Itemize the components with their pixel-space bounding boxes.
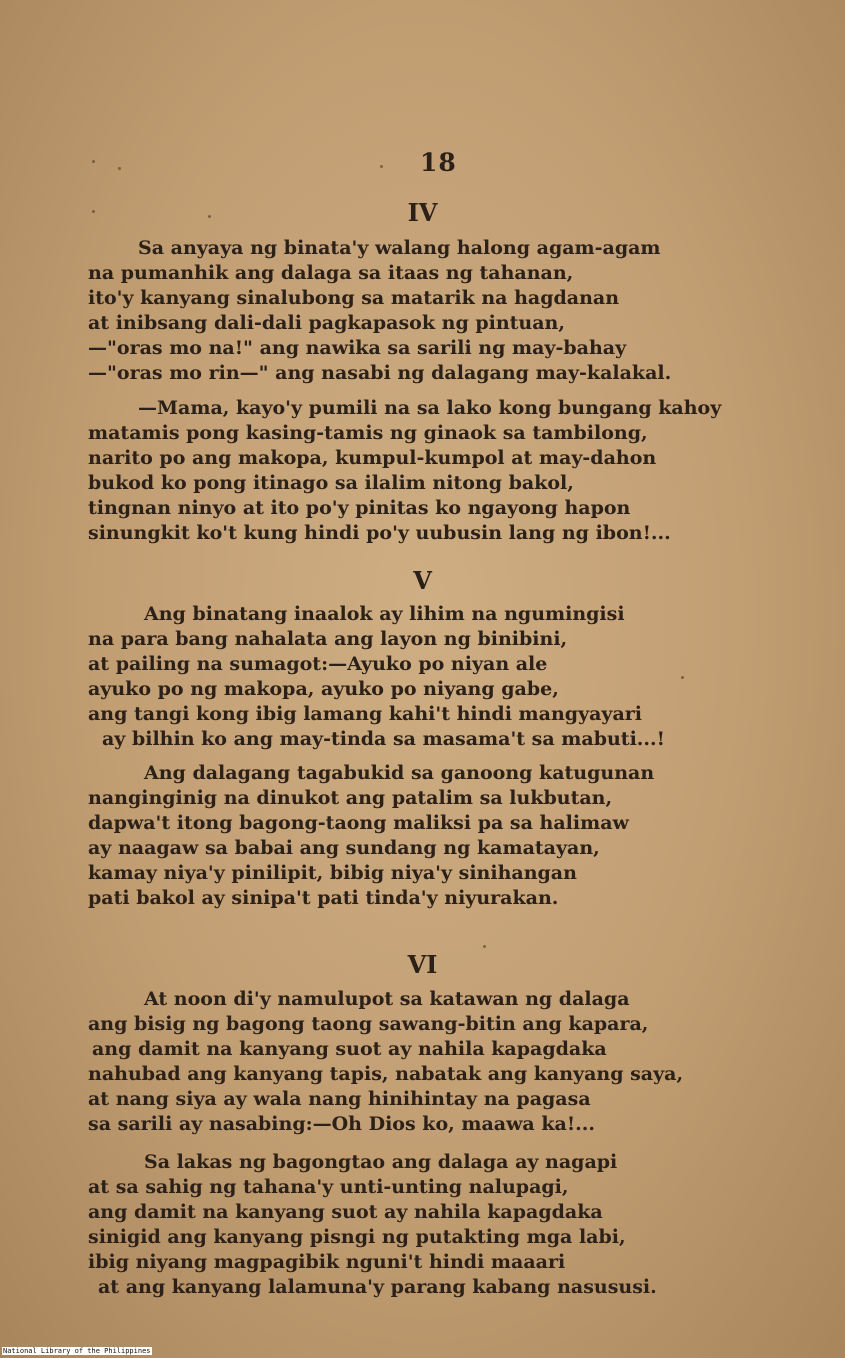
verse-line: Ang dalagang tagabukid sa ganoong katugunan (144, 762, 655, 784)
verse-line: ang damit na kanyang suot ay nahila kapagdaka (88, 1201, 603, 1223)
verse-line: at inibsang dali-dali pagkapasok ng pintuan, (88, 312, 565, 334)
stanza (88, 396, 721, 546)
page-speck (681, 676, 684, 679)
verse-line: sinungkit ko't kung hindi po'y uubusin lang ng ibon!... (88, 522, 671, 544)
verse-line: dapwa't itong bagong-taong maliksi pa sa halimaw (88, 812, 629, 834)
verse-line: ang bisig ng bagong taong sawang-bitin ang kapara, (88, 1013, 649, 1035)
verse-line: —"oras mo na!" ang nawika sa sarili ng may-bahay (88, 337, 627, 359)
verse-line: tingnan ninyo at ito po'y pinitas ko ngayong hapon (88, 497, 631, 519)
stanza (88, 761, 654, 911)
page-speck (483, 945, 486, 948)
section-heading-iv: IV (407, 198, 438, 227)
verse-line: sinigid ang kanyang pisngi ng putakting mga labi, (88, 1226, 626, 1248)
verse-line: Sa lakas ng bagongtao ang dalaga ay nagapi (144, 1151, 618, 1173)
verse-line: ang tangi kong ibig lamang kahi't hindi mangyayari (88, 703, 642, 725)
stanza (88, 236, 671, 386)
verse-line: at nang siya ay wala nang hinihintay na pagasa (88, 1088, 591, 1110)
verse-line: ibig niyang magpagibik nguni't hindi maaari (88, 1251, 566, 1273)
verse-line: ay bilhin ko ang may-tinda sa masama't sa mabuti...! (102, 728, 665, 750)
verse-line: matamis pong kasing-tamis ng ginaok sa tambilong, (88, 422, 648, 444)
verse-line: nahubad ang kanyang tapis, nabatak ang kanyang saya, (88, 1063, 684, 1085)
verse-line: ito'y kanyang sinalubong sa matarik na hagdanan (88, 287, 620, 309)
verse-line: —Mama, kayo'y pumili na sa lako kong bungang kahoy (138, 397, 722, 419)
page-speck (92, 160, 95, 163)
verse-line: kamay niya'y pinilipit, bibig niya'y sinihangan (88, 862, 577, 884)
verse-line: na pumanhik ang dalaga sa itaas ng tahanan, (88, 262, 574, 284)
library-credit: National Library of the Philippines (3, 1347, 151, 1355)
stanza (88, 1150, 657, 1300)
verse-line: pati bakol ay sinipa't pati tinda'y niyurakan. (88, 887, 559, 909)
verse-line: sa sarili ay nasabing:—Oh Dios ko, maawa ka!... (88, 1113, 596, 1135)
verse-line: ay naagaw sa babai ang sundang ng kamatayan, (88, 837, 600, 859)
verse-line: at ang kanyang lalamuna'y parang kabang nasususi. (98, 1276, 657, 1298)
section-heading-vi: VI (407, 950, 438, 979)
stanza (88, 602, 665, 752)
verse-line: nanginginig na dinukot ang patalim sa lukbutan, (88, 787, 613, 809)
verse-line: at pailing na sumagot:—Ayuko po niyan ale (88, 653, 548, 675)
verse-line: —"oras mo rin—" ang nasabi ng dalagang may-kalakal. (88, 362, 672, 384)
verse-line: Sa anyaya ng binata'y walang halong agam-agam (138, 237, 661, 259)
verse-line: At noon di'y namulupot sa katawan ng dalaga (144, 988, 630, 1010)
verse-line: Ang binatang inaalok ay lihim na ngumingisi (144, 603, 625, 625)
verse-line: ang damit na kanyang suot ay nahila kapagdaka (92, 1038, 607, 1060)
page-speck (380, 165, 383, 168)
verse-line: bukod ko pong itinago sa ilalim nitong bakol, (88, 472, 574, 494)
page-number: 18 (420, 148, 457, 177)
verse-line: ayuko po ng makopa, ayuko po niyang gabe, (88, 678, 559, 700)
verse-line: na para bang nahalata ang layon ng binibini, (88, 628, 568, 650)
verse-line: narito po ang makopa, kumpul-kumpol at may-dahon (88, 447, 657, 469)
page-speck (118, 167, 121, 170)
verse-line: at sa sahig ng tahana'y unti-unting nalupagi, (88, 1176, 569, 1198)
section-heading-v: V (413, 566, 432, 595)
stanza (88, 987, 683, 1137)
